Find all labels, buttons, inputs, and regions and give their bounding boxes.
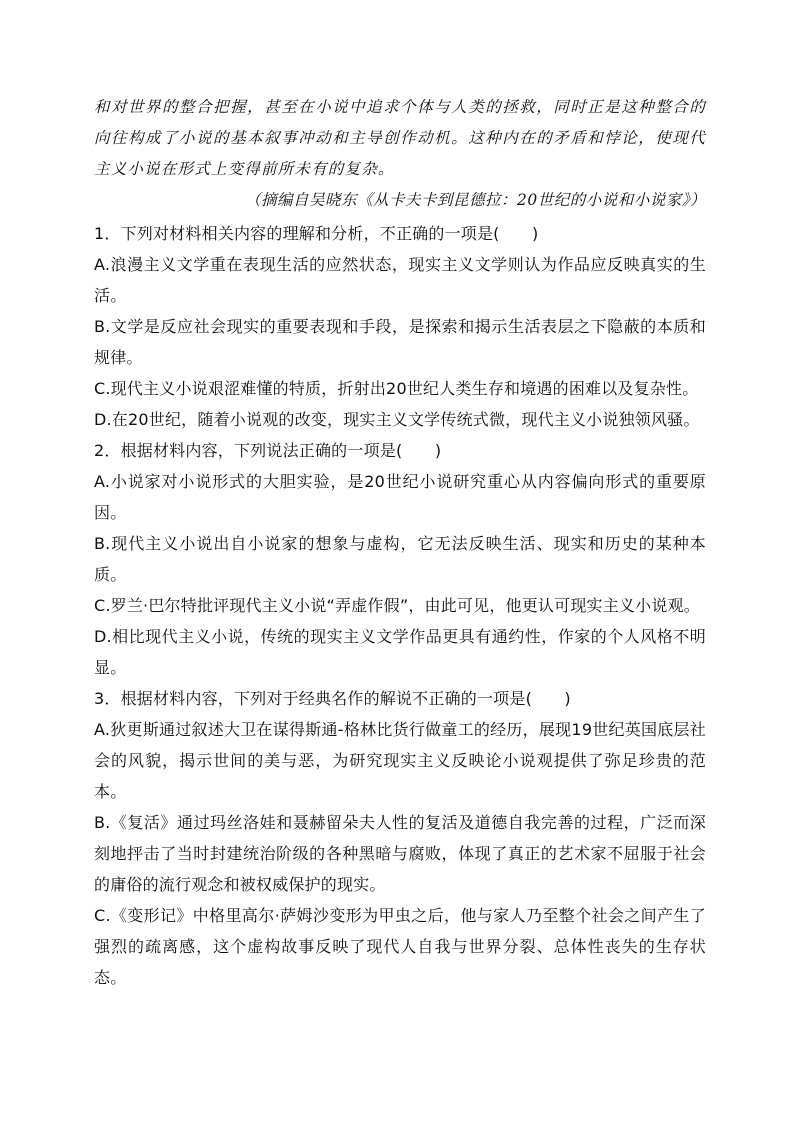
passage-source: （摘编自吴晓东《从卡夫卡到昆德拉：20世纪的小说和小说家》） (245, 191, 706, 209)
option-b: B.现代主义小说出自小说家的想象与虚构，它无法反映生活、现实和历史的某种本质。 (94, 534, 706, 584)
option-b: B.《复活》通过玛丝洛娃和聂赫留朵夫人性的复活及道德自我完善的过程，广泛而深刻地抨击了当时封建统治阶级的各种黑暗与腐败，体现了真正的艺术家不屈服于社会的庸俗的流行观念和被权威保护的现实。 (94, 813, 706, 894)
option-d: D.相比现代主义小说，传统的现实主义文学作品更具有通约性，作家的个人风格不明显。 (94, 627, 706, 677)
option-a: A.浪漫主义文学重在表现生活的应然状态，现实主义文学则认为作品应反映真实的生活。 (94, 255, 706, 305)
question-3 (94, 683, 706, 993)
page-content (94, 92, 706, 993)
question-2 (94, 435, 706, 683)
passage-text: 和对世界的整合把握，甚至在小说中追求个体与人类的拯救，同时正是这种整合的向往构成了小说的基本叙事冲动和主导创作动机。这种内在的矛盾和悖论，使现代主义小说在形式上变得前所未有的复杂。 (94, 98, 706, 178)
option-c: C.《变形记》中格里高尔·萨姆沙变形为甲虫之后，他与家人乃至整个社会之间产生了强烈的疏离感，这个虚构故事反映了现代人自我与世界分裂、总体性丧失的生存状态。 (94, 906, 706, 987)
question-stem: 1．下列对材料相关内容的理解和分析，不正确的一项是( ) (94, 224, 539, 243)
question-stem: 3．根据材料内容，下列对于经典名作的解说不正确的一项是( ) (94, 689, 571, 708)
option-a: A.小说家对小说形式的大胆实验，是20世纪小说研究重心从内容偏向形式的重要原因。 (94, 472, 706, 522)
question-stem: 2．根据材料内容，下列说法正确的一项是( ) (94, 441, 442, 460)
option-b: B.文学是反应社会现实的重要表现和手段，是探索和揭示生活表层之下隐蔽的本质和规律。 (94, 317, 706, 367)
option-c: C.现代主义小说艰涩难懂的特质，折射出20世纪人类生存和境遇的困难以及复杂性。 (94, 379, 699, 398)
option-c: C.罗兰·巴尔特批评现代主义小说“弄虚作假”，由此可见，他更认可现实主义小说观。 (94, 596, 700, 615)
question-1 (94, 218, 706, 435)
option-a: A.狄更斯通过叙述大卫在谋得斯通-格林比货行做童工的经历，展现19世纪英国底层社会的风貌，揭示世间的美与恶，为研究现实主义反映论小说观提供了弥足珍贵的范本。 (94, 720, 706, 801)
option-d: D.在20世纪，随着小说观的改变，现实主义文学传统式微，现代主义小说独领风骚。 (94, 410, 700, 429)
